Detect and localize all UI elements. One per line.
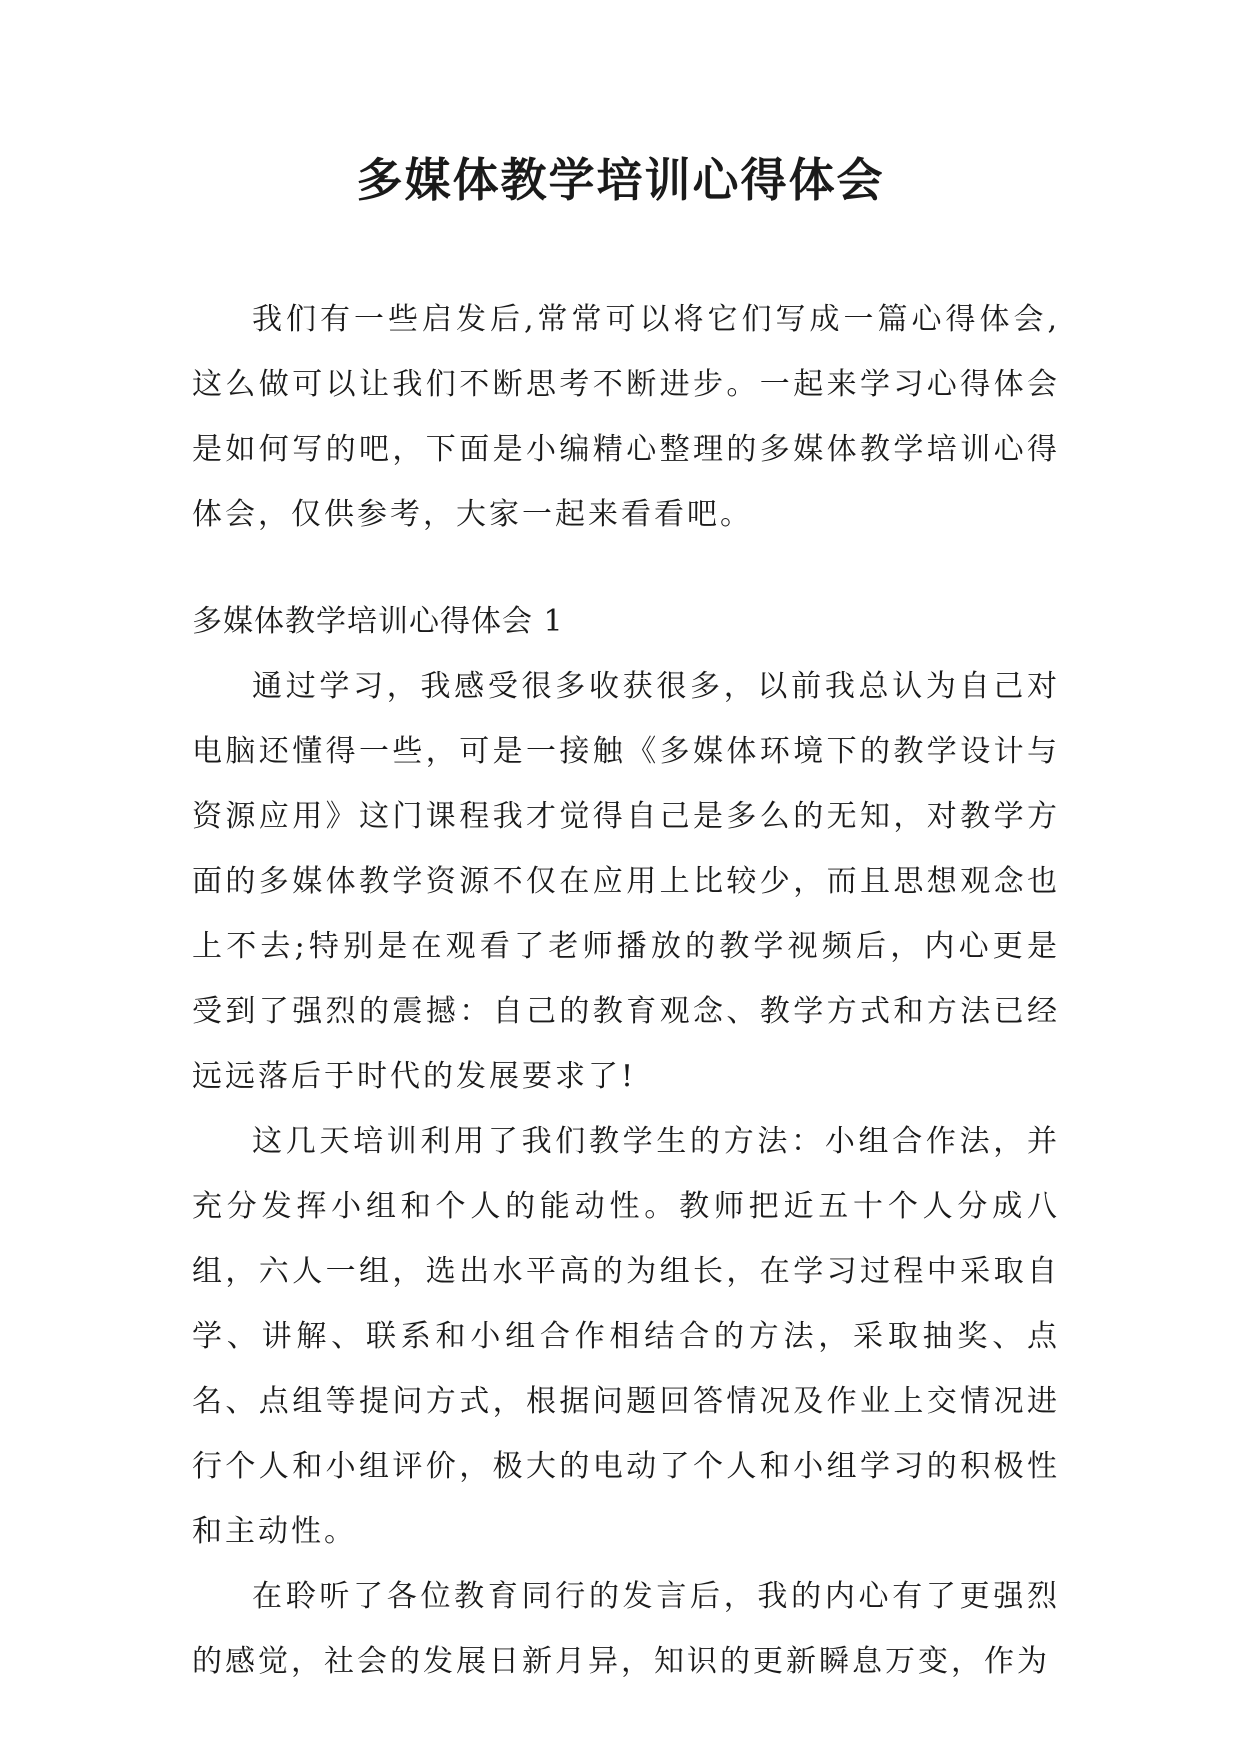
- body-paragraph-3: 在聆听了各位教育同行的发言后，我的内心有了更强烈的感觉，社会的发展日新月异，知识的更新瞬息万变，作为: [192, 1579, 1060, 1679]
- document-body: [192, 287, 1060, 1694]
- body-paragraph-1: 通过学习，我感受很多收获很多，以前我总认为自己对电脑还懂得一些，可是一接触《多媒体环境下的教学设计与资源应用》这门课程我才觉得自己是多么的无知，对教学方面的多媒体教学资源不仅在应用上比较少，而且思想观念也上不去;特别是在观看了老师播放的教学视频后，内心更是受到了强烈的震撼：自己的教育观念、教学方式和方法已经远远落后于时代的发展要求了!: [192, 669, 1060, 1094]
- intro-paragraph: 我们有一些启发后,常常可以将它们写成一篇心得体会,这么做可以让我们不断思考不断进步。一起来学习心得体会是如何写的吧，下面是小编精心整理的多媒体教学培训心得体会，仅供参考，大家一起来看看吧。: [192, 302, 1060, 532]
- section-heading: 多媒体教学培训心得体会 1: [192, 604, 564, 639]
- document-title: 多媒体教学培训心得体会: [356, 153, 885, 207]
- body-paragraph-2: 这几天培训利用了我们教学生的方法：小组合作法，并充分发挥小组和个人的能动性。教师把近五十个人分成八组，六人一组，选出水平高的为组长，在学习过程中采取自学、讲解、联系和小组合作相结合的方法，采取抽奖、点名、点组等提问方式，根据问题回答情况及作业上交情况进行个人和小组评价，极大的电动了个人和小组学习的积极性和主动性。: [192, 1124, 1060, 1549]
